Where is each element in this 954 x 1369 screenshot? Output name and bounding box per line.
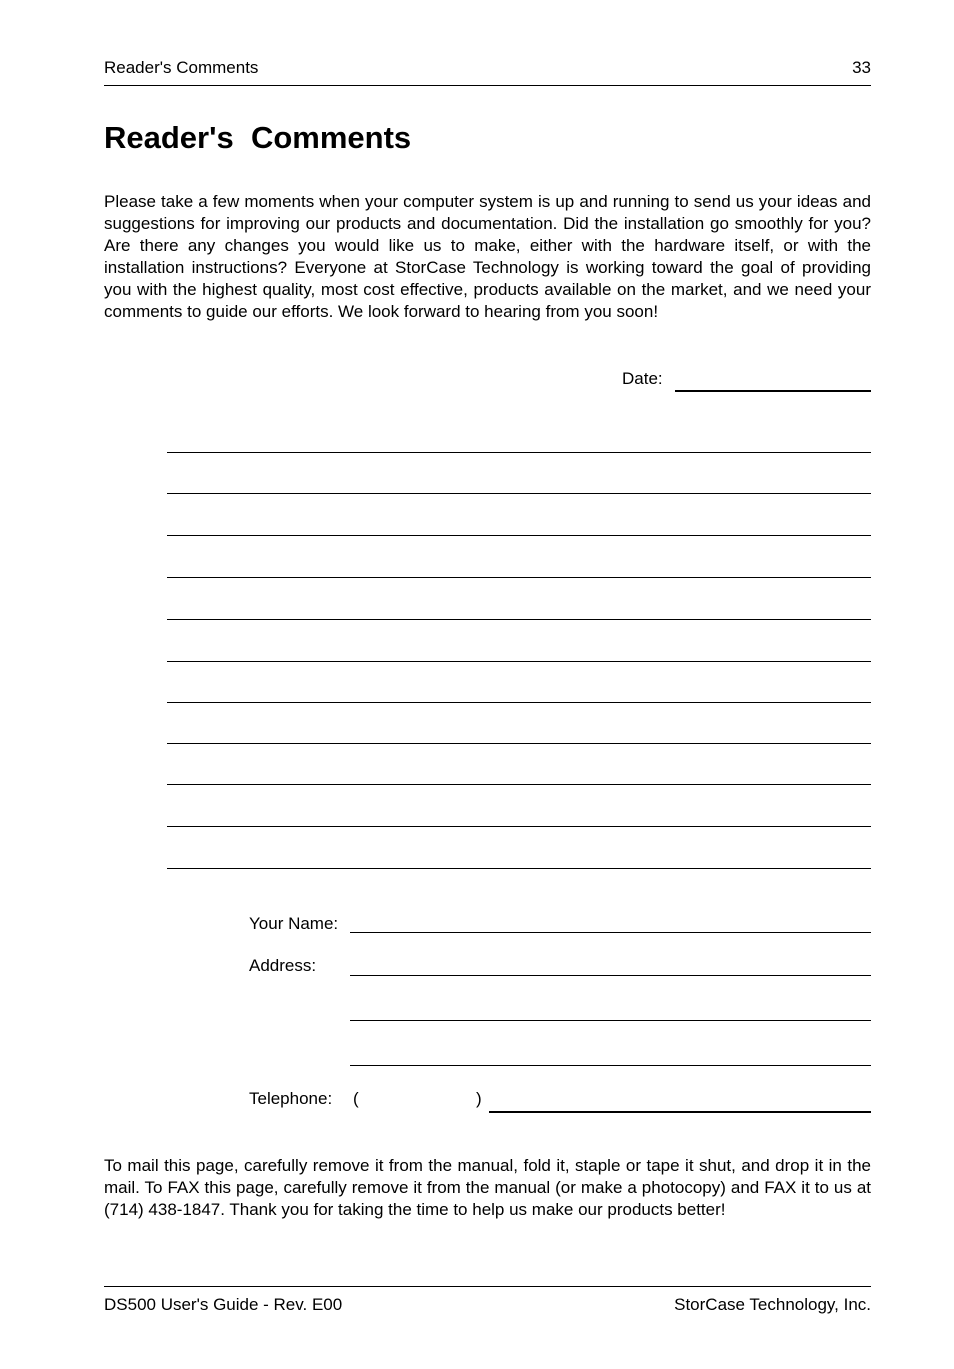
address-field-line-2[interactable] [350,1020,871,1021]
comment-line[interactable] [167,868,871,869]
footer-guide-title: DS500 User's Guide - Rev. E00 [104,1295,343,1314]
address-field-line-3[interactable] [350,1065,871,1066]
comment-line[interactable] [167,577,871,578]
comment-line[interactable] [167,784,871,785]
area-code-field[interactable] [362,1088,472,1110]
address-label: Address: [249,956,317,975]
comment-line[interactable] [167,702,871,703]
intro-paragraph: Please take a few moments when your computer system is up and running to send us your ideas and suggestions for improving our products and documentation. Did the installation go smoothly for you? Are there any changes you would like us to make, either with the hardware itself, or with the installation instructions? Everyone at StorCase Technology is working toward the goal of providing you with the highest quality, most cost effective, products available on the market, and we need your comments to guide our efforts. We look forward to hearing from you soon! [104,192,871,321]
footer-company: StorCase Technology, Inc. [674,1295,871,1314]
comment-line[interactable] [167,493,871,494]
name-field[interactable] [350,932,871,933]
comment-line[interactable] [167,535,871,536]
comment-line[interactable] [167,743,871,744]
telephone-field[interactable] [489,1111,871,1113]
running-footer [104,1286,871,1317]
comment-line[interactable] [167,619,871,620]
running-header [104,58,871,86]
comment-line[interactable] [167,661,871,662]
area-code-close-paren: ) [476,1089,482,1108]
area-code-open-paren: ( [353,1089,359,1108]
comment-line[interactable] [167,452,871,453]
telephone-label: Telephone: [249,1089,333,1108]
name-label: Your Name: [249,914,339,933]
page-number: 33 [852,58,871,77]
address-field-line-1[interactable] [350,975,871,976]
date-label: Date: [622,369,663,388]
page-title: Reader's Comments [104,120,412,155]
date-field[interactable] [675,390,871,392]
header-section-title: Reader's Comments [104,58,259,77]
comment-line[interactable] [167,826,871,827]
closing-paragraph: To mail this page, carefully remove it from the manual, fold it, staple or tape it shut, and drop it in the mail. To FAX this page, carefully remove it from the manual (or make a photocopy) and FAX it to us at (714) 438-1847. Thank you for taking the time to help us make our products better! [104,1156,871,1219]
